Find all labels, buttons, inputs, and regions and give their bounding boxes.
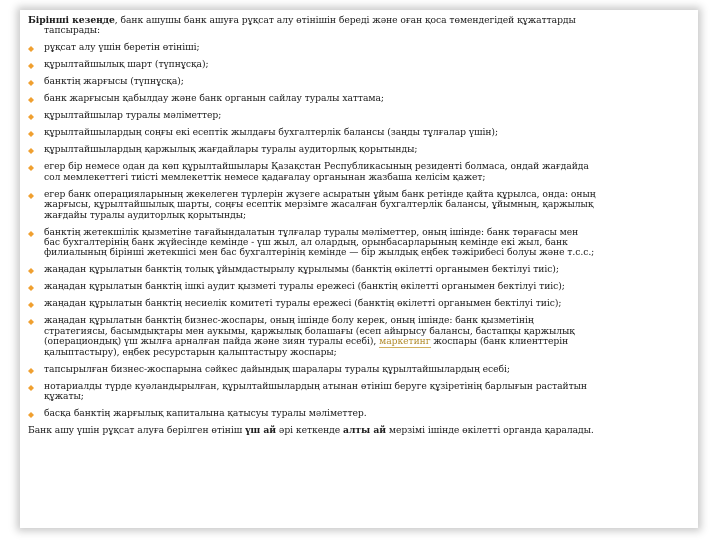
- bullet-icon: [28, 285, 34, 291]
- list-item: [28, 299, 690, 309]
- list-item-line: жаңадан құрылатын банктің бизнес-жоспары, оның ішінде болу керек, оның ішінде: банк қызметінің: [44, 315, 534, 327]
- list-item-line: стратегиясы, басымдықтары мен аукымы, қаржылық болашағы (есеп айырысу балансы, бастапқы қаржылық: [44, 325, 575, 337]
- list-item-line: нотариалды түрде куәландырылған, құрылтайшылардың атынан өтініш беруге құзіретінің барлығын растайтын: [44, 380, 587, 392]
- intro-text: , банк ашушы банк ашуға рұқсат алу өтінішін береді және оған қоса төмендегідей құжаттарды: [114, 15, 576, 26]
- list-item-line: құжаты;: [44, 391, 84, 403]
- closing-text-3: мерзімі ішінде өкілетті органда қаралады.: [386, 425, 594, 437]
- bullet-icon: [28, 412, 34, 418]
- bullet-icon: [28, 165, 34, 171]
- intro-text-continued: тапсырады:: [44, 25, 101, 37]
- list-item-line: филиалының бірінші жетекшісі мен бас бухгалтерінің кемінде — бір жылдық еңбек тәжірибесі болуы және т.с.с.;: [44, 247, 595, 259]
- slide-frame: [20, 10, 698, 528]
- bullet-icon: [28, 231, 34, 237]
- list-item: [28, 77, 690, 87]
- list-item-text: (операциондық) үш жылға арналған пайда және зиян туралы есебі),: [44, 336, 380, 348]
- closing-text-1: Банк ашу үшін рұқсат алуға берілген өтініш: [28, 425, 246, 437]
- bullet-icon: [28, 268, 34, 274]
- list-item-line: рұқсат алу үшін беретін өтініші;: [44, 42, 200, 54]
- list-item: [28, 43, 690, 53]
- list-item-text: жоспары (банк клиенттерін: [433, 336, 569, 348]
- list-item-line: бас бухгалтерінің банк жүйесінде кемінде - үш жыл, ал олардың, орынбасарларының кемінде екі жыл, банк: [44, 237, 568, 249]
- bullet-icon: [28, 385, 34, 391]
- list-item-line: қалыптастыру), еңбек ресурстарын қалыптастыру жоспары;: [44, 346, 337, 358]
- list-item-line: банктің жарғысы (түпнұсқа);: [44, 76, 184, 88]
- list-item-line: егер банк операцияларының жекелеген түрлерін жүзеге асыратын ұйым банк ретінде қайта құрылса, онда: оның: [44, 188, 596, 200]
- closing-bold-period-2: алты ай: [343, 425, 386, 437]
- list-item-line: егер бір немесе одан да көп құрылтайшылары Қазақстан Республикасының резиденті болмаса, ондай жағдайда: [44, 161, 589, 173]
- closing-paragraph: [28, 426, 690, 436]
- intro-bold-term: Бірінші кезеңде: [28, 15, 115, 26]
- bullet-icon: [28, 97, 34, 103]
- list-item-line: құрылтайшылардың соңғы екі есептік жылдағы бухгалтерлік балансы (заңды тұлғалар үшін);: [44, 127, 498, 139]
- requirements-list: [28, 43, 690, 419]
- bullet-icon: [28, 302, 34, 308]
- bullet-icon: [28, 80, 34, 86]
- list-item: [28, 365, 690, 375]
- marketing-link[interactable]: маркетинг: [379, 336, 431, 348]
- bullet-icon: [28, 319, 34, 325]
- document-body: [28, 16, 690, 436]
- bullet-icon: [28, 114, 34, 120]
- list-item: [28, 145, 690, 155]
- bullet-icon: [28, 63, 34, 69]
- list-item-line: банктің жетекшілік қызметіне тағайындалатын тұлғалар туралы мәліметтер, оның ішінде: банк төрағасы мен: [44, 226, 579, 238]
- list-item: [28, 316, 690, 358]
- list-item-line: жаңадан құрылатын банктің толық ұйымдастырылу құрылымы (банктің өкілетті органымен бектілуі тиіс);: [44, 264, 559, 276]
- list-item: [28, 282, 690, 292]
- closing-bold-period-1: үш ай: [245, 425, 277, 437]
- list-item-line: құрылтайшылар туралы мәліметтер;: [44, 110, 222, 122]
- list-item: [28, 228, 690, 259]
- list-item: [28, 265, 690, 275]
- list-item: [28, 94, 690, 104]
- bullet-icon: [28, 46, 34, 52]
- list-item: [28, 382, 690, 403]
- list-item-line: жарғысы, құрылтайшылық шарты, соңғы есептік мерзімге жасалған бухгалтерлік балансы, ұйымның, қаржылық: [44, 199, 594, 211]
- list-item: [28, 128, 690, 138]
- list-item: [28, 409, 690, 419]
- bullet-icon: [28, 368, 34, 374]
- list-item-line: банк жарғысын қабылдау және банк органын сайлау туралы хаттама;: [44, 93, 384, 105]
- list-item-line: құрылтайшылық шарт (түпнұсқа);: [44, 59, 209, 71]
- intro-paragraph: [28, 16, 690, 37]
- list-item-line: сол мемлекеттегі тиісті мемлекеттік немесе қадағалау органынан жазбаша келісім қажет;: [44, 171, 486, 183]
- bullet-icon: [28, 131, 34, 137]
- list-item-line: құрылтайшылардың қаржылық жағдайлары туралы аудиторлық қорытынды;: [44, 144, 418, 156]
- list-item: [28, 162, 690, 183]
- bullet-icon: [28, 193, 34, 199]
- list-item: [28, 111, 690, 121]
- closing-text-2: әрі кеткенде: [276, 425, 344, 437]
- intro-line: [28, 16, 690, 26]
- bullet-icon: [28, 148, 34, 154]
- list-item-line: жағдайы туралы аудиторлық қорытынды;: [44, 209, 247, 221]
- list-item-line: жаңадан құрылатын банктің несиелік комитеті туралы ережесі (банктің өкілетті органымен бектілуі тиіс);: [44, 298, 562, 310]
- list-item: [28, 60, 690, 70]
- list-item-line: жаңадан құрылатын банктің ішкі аудит қызметі туралы ережесі (банктің өкілетті органымен бектілуі тиіс);: [44, 281, 565, 293]
- list-item-line: тапсырылған бизнес-жоспарына сәйкес дайындық шаралары туралы құрылтайшылардың есебі;: [44, 363, 510, 375]
- list-item: [28, 190, 690, 221]
- list-item-line: басқа банктің жарғылық капиталына қатысуы туралы мәліметтер.: [44, 408, 367, 420]
